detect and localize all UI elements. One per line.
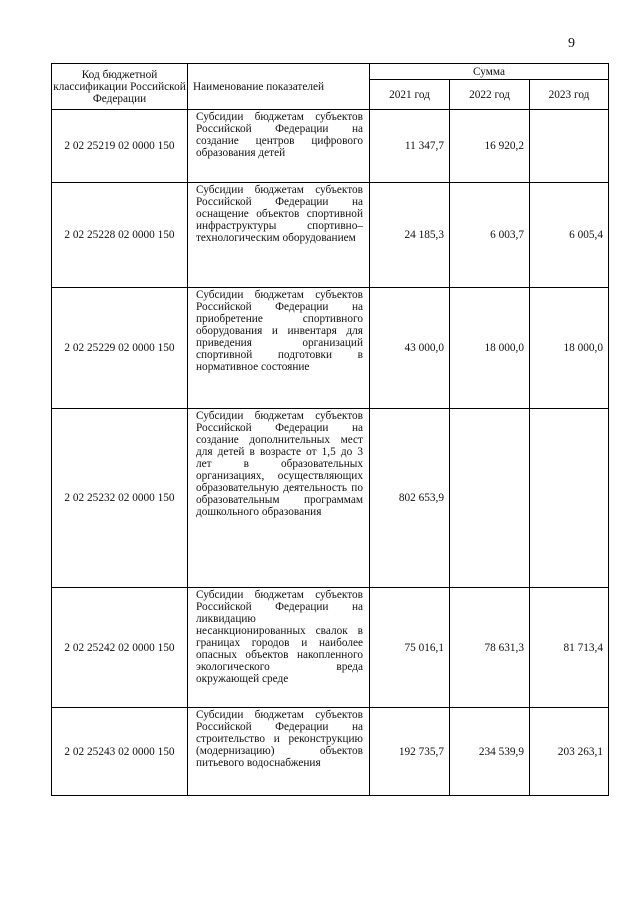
table-row (52, 288, 609, 409)
row-value-2022: 18 000,0 (450, 288, 530, 409)
row-code: 2 02 25242 02 0000 150 (52, 588, 188, 708)
row-name: Субсидии бюджетам субъектов Российской Федерации на создание дополнительных мест для детей в возрасте от 1,5 до 3 лет в образовательных организациях, осуществляющих образовательную деятельность по образовательным программам дошкольного образования (188, 409, 370, 588)
table-row (52, 588, 609, 708)
table-row (52, 409, 609, 588)
row-code: 2 02 25228 02 0000 150 (52, 183, 188, 288)
row-name: Субсидии бюджетам субъектов Российской Федерации на оснащение объектов спортивной инфраструктуры спортивно–технологическим оборудованием (188, 183, 370, 288)
budget-table (51, 63, 609, 796)
row-value-2022: 78 631,3 (450, 588, 530, 708)
row-value-2021: 192 735,7 (370, 708, 450, 796)
row-code: 2 02 25229 02 0000 150 (52, 288, 188, 409)
row-value-2023: 18 000,0 (530, 288, 609, 409)
row-name: Субсидии бюджетам субъектов Российской Федерации на приобретение спортивного оборудования и инвентаря для приведения организаций спортивной подготовки в нормативное состояние (188, 288, 370, 409)
header-name: Наименование показателей (188, 64, 370, 110)
row-value-2023 (530, 409, 609, 588)
row-value-2021: 75 016,1 (370, 588, 450, 708)
row-value-2022 (450, 409, 530, 588)
table-row (52, 183, 609, 288)
row-value-2021: 802 653,9 (370, 409, 450, 588)
row-value-2022: 16 920,2 (450, 110, 530, 183)
row-code: 2 02 25243 02 0000 150 (52, 708, 188, 796)
row-value-2021: 24 185,3 (370, 183, 450, 288)
table-row (52, 708, 609, 796)
header-year-2023: 2023 год (530, 80, 609, 110)
row-value-2023: 203 263,1 (530, 708, 609, 796)
row-value-2023 (530, 110, 609, 183)
row-code: 2 02 25219 02 0000 150 (52, 110, 188, 183)
row-value-2023: 6 005,4 (530, 183, 609, 288)
row-value-2022: 234 539,9 (450, 708, 530, 796)
row-name: Субсидии бюджетам субъектов Российской Федерации на создание центров цифрового образования детей (188, 110, 370, 183)
row-name: Субсидии бюджетам субъектов Российской Федерации на ликвидацию несанкционированных свалок в границах городов и наиболее опасных объектов накопленного экологического вреда окружающей среде (188, 588, 370, 708)
header-year-2021: 2021 год (370, 80, 450, 110)
header-year-2022: 2022 год (450, 80, 530, 110)
row-value-2022: 6 003,7 (450, 183, 530, 288)
table-row (52, 110, 609, 183)
page-number: 9 (568, 36, 575, 51)
header-sum: Сумма (370, 64, 609, 80)
header-code: Код бюджетной классификации Российской Федерации (52, 64, 188, 110)
row-code: 2 02 25232 02 0000 150 (52, 409, 188, 588)
row-value-2021: 11 347,7 (370, 110, 450, 183)
row-value-2023: 81 713,4 (530, 588, 609, 708)
row-name: Субсидии бюджетам субъектов Российской Федерации на строительство и реконструкцию (модернизацию) объектов питьевого водоснабжения (188, 708, 370, 796)
row-value-2021: 43 000,0 (370, 288, 450, 409)
